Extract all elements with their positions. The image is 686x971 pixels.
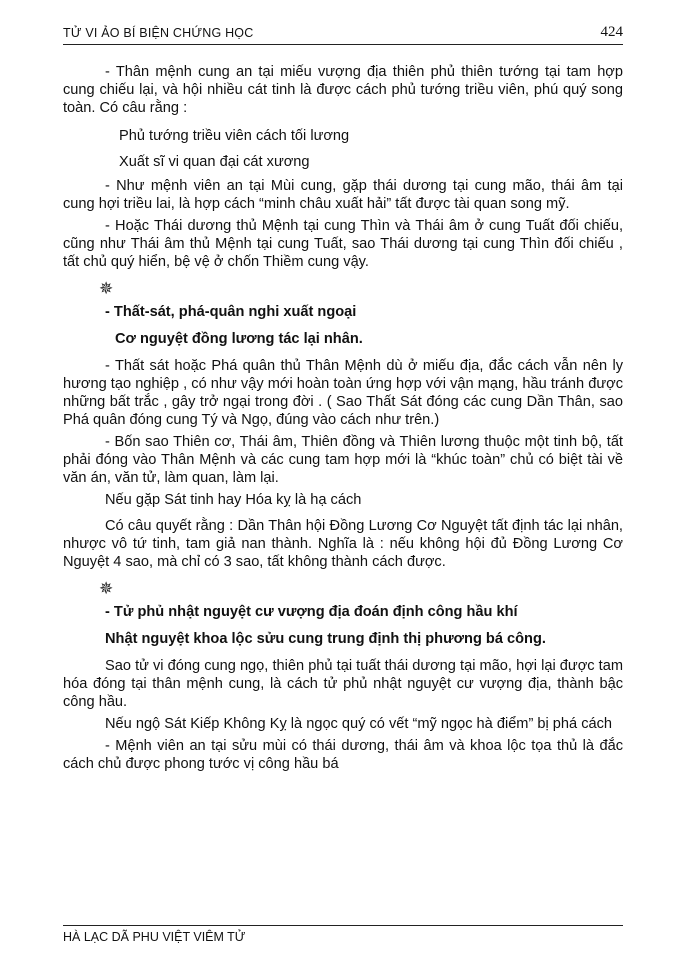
page-header [63,24,623,45]
page-content [63,63,623,777]
paragraph: - Thất sát hoặc Phá quân thủ Thân Mệnh dù ở miếu địa, đắc cách vẫn nên ly hương tạo nghiệp , có như vậy mới hoàn toàn ứng hợp với vận mạng, hầu tránh được những bất trắc , gây trở ngại trong đời . ( Sao Thất Sát đóng các cung Dần Thân, sao Phá quân đóng cung Tý và Ngọ, đúng vào cách như trên.) [63,358,623,428]
paragraph: - Thân mệnh cung an tại miếu vượng địa thiên phủ thiên tướng tại tam hợp cung chiếu lại, và hội nhiều cát tinh là được cách phủ tướng triều viên, phú quý song toàn. Có câu rằng : [63,64,623,116]
page-number: 424 [600,24,623,40]
paragraph: Nếu ngộ Sát Kiếp Không Kỵ là ngọc quý có vết “mỹ ngọc hà điểm” bị phá cách [105,716,613,732]
book-title: TỬ VI ẢO BÍ BIỆN CHỨNG HỌC [63,26,254,40]
paragraph: Có câu quyết rằng : Dần Thân hội Đồng Lương Cơ Nguyệt tất định tác lại nhân, nhược vô tứ tinh, tam giả nan thành. Nghĩa là : nếu không hội đủ Đồng Lương Cơ Nguyệt 4 sao, mà chỉ có 3 sao, tất không thành cách được. [63,518,623,570]
paragraph: - Như mệnh viên an tại Mùi cung, gặp thái dương tại cung mão, thái âm tại cung hợi triều lai, là hợp cách “minh châu xuất hải” tất được tài quan song mỹ. [63,178,623,212]
star-ornament-icon: ✵ [99,579,114,598]
verse-line: Xuất sĩ vi quan đại cát xương [119,154,310,170]
footer-author: HÀ LẠC DÃ PHU VIỆT VIÊM TỬ [63,930,246,944]
paragraph: Nếu gặp Sát tinh hay Hóa kỵ là hạ cách [105,492,362,508]
section-heading: - Thất-sát, phá-quân nghi xuất ngoại [105,304,357,320]
paragraph: - Mệnh viên an tại sửu mùi có thái dương, thái âm và khoa lộc tọa thủ là đắc cách chủ được phong tước vị công hầu bá [63,738,623,772]
page-footer [63,925,623,944]
verse-line: Phủ tướng triều viên cách tối lương [119,128,350,144]
star-ornament-icon: ✵ [99,279,114,298]
section-heading: Nhật nguyệt khoa lộc sửu cung trung định thị phương bá công. [105,631,546,647]
paragraph: - Hoặc Thái dương thủ Mệnh tại cung Thìn và Thái âm ở cung Tuất đối chiếu, cũng như Thái âm thủ Mệnh tại cung Tuất, sao Thái dương tại cung Thìn đối chiếu , tất chủ quý hiển, bệ vệ ở chốn Thiềm cung vậy. [63,218,623,270]
paragraph: - Bốn sao Thiên cơ, Thái âm, Thiên đồng và Thiên lương thuộc một tinh bộ, tất phải đóng vào Thân Mệnh và các cung tam hợp mới là “khúc toàn” chủ có biệt tài về văn án, văn tử, làm quan, làm lại. [63,434,623,486]
paragraph: Sao tử vi đóng cung ngọ, thiên phủ tại tuất thái dương tại mão, hợi lại được tam hóa đóng tại thân mệnh cung, là cách tử phủ nhật nguyệt cư vượng địa, thành bậc công hầu. [63,658,623,710]
section-heading: Cơ nguyệt đồng lương tác lại nhân. [115,331,363,347]
section-heading: - Tử phủ nhật nguyệt cư vượng địa đoán định công hầu khí [105,604,518,620]
